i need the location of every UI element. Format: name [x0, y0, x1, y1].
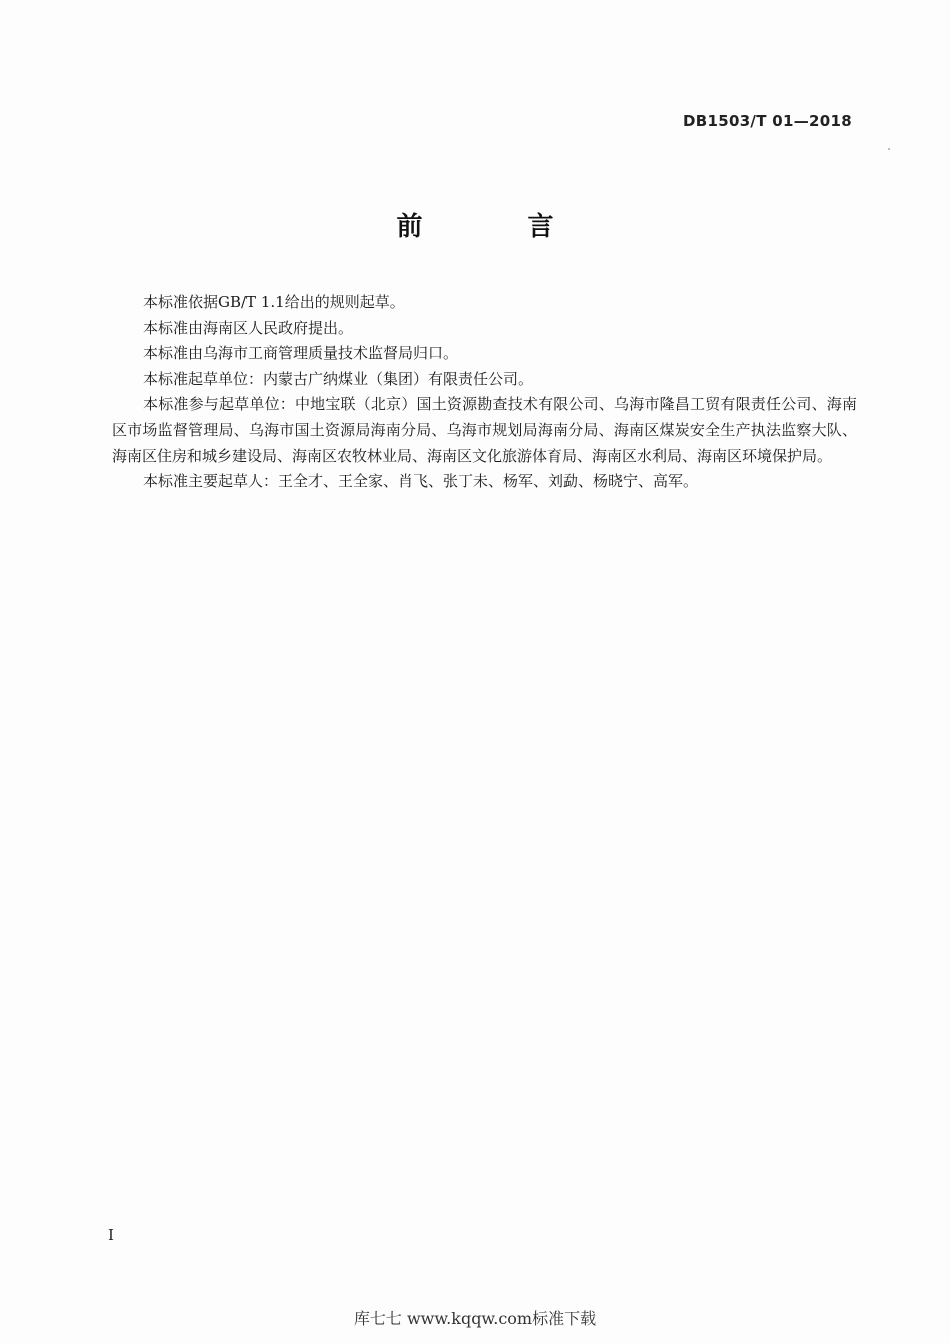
page-title: 前 言	[396, 212, 602, 242]
paragraph-main-drafters: 本标准主要起草人：王全才、王全家、肖飞、张丁未、杨军、刘勐、杨晓宁、高军。	[143, 472, 699, 491]
standard-code: DB1503/T 01—2018	[683, 112, 852, 130]
paragraph-proposer: 本标准由海南区人民政府提出。	[143, 318, 354, 337]
footer-watermark: 库七七 www.kqqw.com标准下载	[353, 1309, 597, 1328]
scan-speck	[888, 148, 890, 150]
paragraph-administrator: 本标准由乌海市工商管理质量技术监督局归口。	[143, 344, 459, 363]
foreword-body	[112, 290, 857, 495]
paragraph-drafting-rules: 本标准依据GB/T 1.1给出的规则起草。	[143, 293, 405, 311]
page-number: I	[108, 1226, 114, 1244]
paragraph-participating-units: 本标准参与起草单位：中地宝联（北京）国土资源勘查技术有限公司、乌海市隆昌工贸有限责任公司、海南区市场监督管理局、乌海市国土资源局海南分局、乌海市规划局海南分局、海南区煤炭安全生产执法监察大队、海南区住房和城乡建设局、海南区农牧林业局、海南区文化旅游体育局、海南区水利局、海南区环境保护局。	[112, 395, 857, 465]
paragraph-drafting-unit: 本标准起草单位：内蒙古广纳煤业（集团）有限责任公司。	[143, 369, 534, 388]
